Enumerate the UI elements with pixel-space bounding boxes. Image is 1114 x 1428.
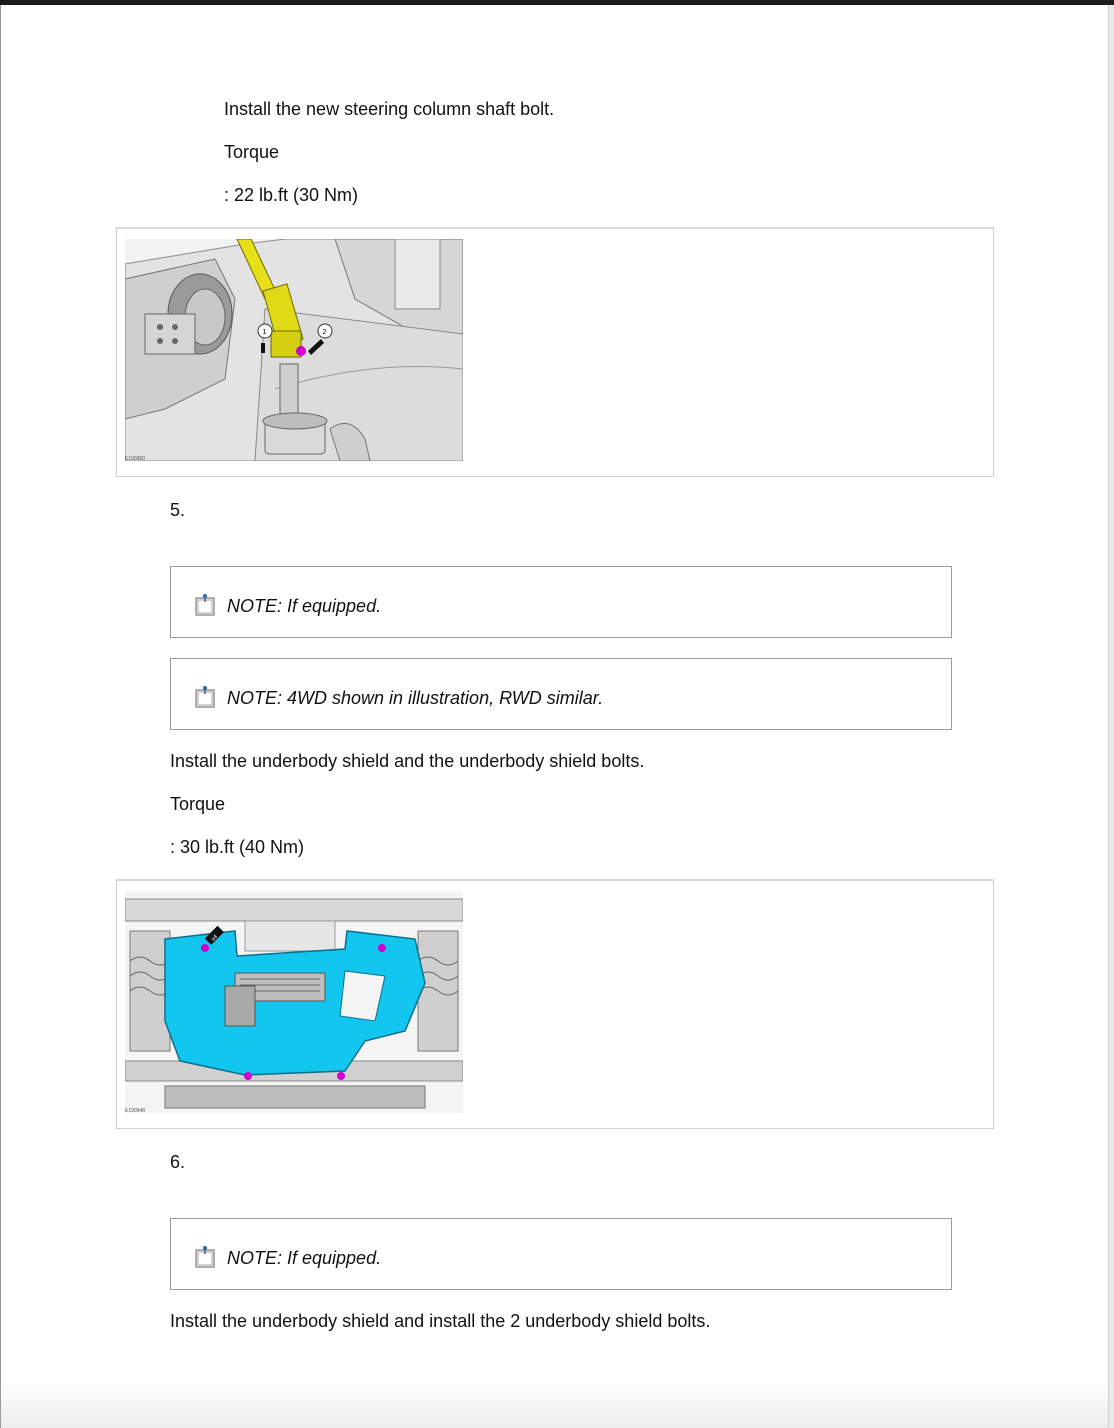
figure-id: E190948 [125,1108,146,1114]
step-instruction: Install the underbody shield and install the 2 underbody shield bolts. [170,1311,711,1331]
underbody-shield-illustration [125,891,463,1113]
torque-label: Torque [170,794,226,814]
page-left-edge [0,5,1,1428]
note-text: NOTE: If equipped. [227,596,382,616]
step-instruction: Install the new steering column shaft bolt. [224,99,555,119]
scrollbar-track[interactable] [1108,5,1114,1428]
torque-value: : 22 lb.ft (30 Nm) [224,185,359,205]
page-bottom-shadow [1,1380,1108,1428]
note-text: NOTE: 4WD shown in illustration, RWD similar. [227,688,604,708]
callout-1: 1 [262,329,267,336]
callout-x4: x4 [210,934,220,943]
note-icon [195,594,215,616]
torque-label: Torque [224,142,280,162]
callout-2: 2 [322,329,327,336]
steering-shaft-illustration [125,239,463,461]
step-instruction: Install the underbody shield and the underbody shield bolts. [170,751,645,771]
step-number: 5. [170,500,186,520]
note-icon [195,1246,215,1268]
note-box [170,1218,952,1290]
window-top-border [0,0,1114,5]
torque-value: : 30 lb.ft (40 Nm) [170,837,305,857]
figure-steering-shaft [116,227,994,477]
note-box [170,658,952,730]
note-box [170,566,952,638]
figure-underbody-shield [116,879,994,1129]
figure-id: E190960 [125,456,146,462]
step-number: 6. [170,1152,186,1172]
note-text: NOTE: If equipped. [227,1248,382,1268]
note-icon [195,686,215,708]
